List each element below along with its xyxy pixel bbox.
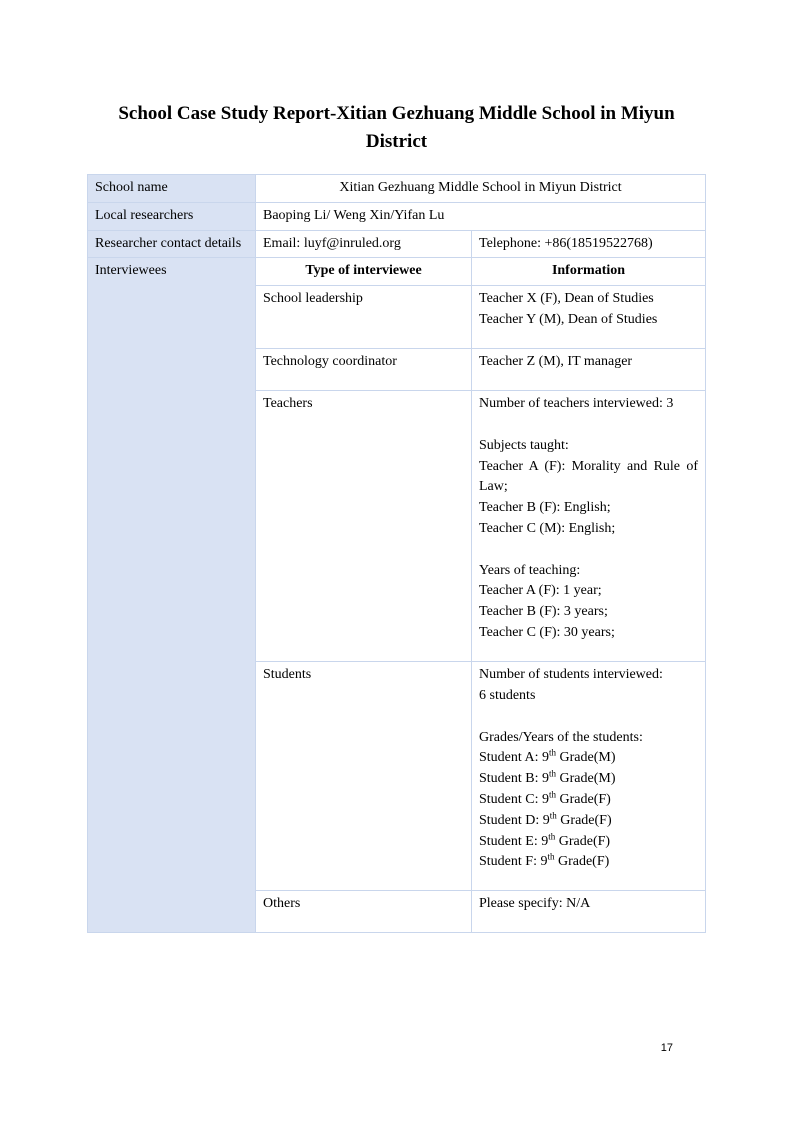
type-others: Others xyxy=(256,891,472,933)
subjects-heading: Subjects taught: xyxy=(479,437,569,453)
info-school-leadership xyxy=(472,286,706,349)
student-line: Student B: 9th Grade(M) xyxy=(479,768,616,787)
type-school-leadership: School leadership xyxy=(256,286,472,349)
students-count: 6 students xyxy=(479,687,536,703)
row-school-name xyxy=(88,175,706,203)
info-students xyxy=(472,662,706,891)
value-school-name: Xitian Gezhuang Middle School in Miyun District xyxy=(256,175,706,203)
student-line: Student E: 9th Grade(F) xyxy=(479,830,611,849)
student-line: Student A: 9th Grade(M) xyxy=(479,747,616,766)
subject-line: Teacher B (F): English; xyxy=(479,500,611,516)
subject-line: Teacher C (M): English; xyxy=(479,520,616,536)
value-email: Email: luyf@inruled.org xyxy=(256,230,472,258)
value-telephone: Telephone: +86(18519522768) xyxy=(472,230,706,258)
label-school-name: School name xyxy=(88,175,256,203)
info-others: Please specify: N/A xyxy=(472,891,706,933)
value-local-researchers: Baoping Li/ Weng Xin/Yifan Lu xyxy=(256,202,706,230)
label-local-researchers: Local researchers xyxy=(88,202,256,230)
row-interviewees-header xyxy=(88,258,706,286)
leadership-line: Teacher X (F), Dean of Studies xyxy=(479,291,654,307)
page-number: 17 xyxy=(660,1042,673,1054)
students-count-heading: Number of students interviewed: xyxy=(479,667,663,683)
type-technology-coordinator: Technology coordinator xyxy=(256,349,472,391)
label-interviewees: Interviewees xyxy=(88,258,256,933)
grades-heading: Grades/Years of the students: xyxy=(479,729,643,745)
student-line: Student D: 9th Grade(F) xyxy=(479,810,612,828)
teachers-count: Number of teachers interviewed: 3 xyxy=(479,396,674,412)
years-line: Teacher C (F): 30 years; xyxy=(479,624,615,640)
type-teachers: Teachers xyxy=(256,391,472,662)
years-heading: Years of teaching: xyxy=(479,562,581,578)
page-title: School Case Study Report-Xitian Gezhuang Middle School in Miyun District xyxy=(118,103,675,152)
info-technology-coordinator: Teacher Z (M), IT manager xyxy=(472,349,706,391)
leadership-line: Teacher Y (M), Dean of Studies xyxy=(479,311,658,327)
years-line: Teacher A (F): 1 year; xyxy=(479,583,602,599)
header-information: Information xyxy=(472,258,706,286)
type-students: Students xyxy=(256,662,472,891)
header-type-of-interviewee: Type of interviewee xyxy=(256,258,472,286)
student-line: Student C: 9th Grade(F) xyxy=(479,789,611,807)
row-local-researchers xyxy=(88,202,706,230)
subject-line: Teacher A (F): Morality and Rule of Law; xyxy=(479,458,699,495)
label-contact: Researcher contact details xyxy=(88,230,256,258)
years-line: Teacher B (F): 3 years; xyxy=(479,604,608,620)
row-contact xyxy=(88,230,706,258)
info-teachers xyxy=(472,391,706,662)
student-line: Student F: 9th Grade(F) xyxy=(479,851,610,870)
case-study-table xyxy=(87,174,706,933)
